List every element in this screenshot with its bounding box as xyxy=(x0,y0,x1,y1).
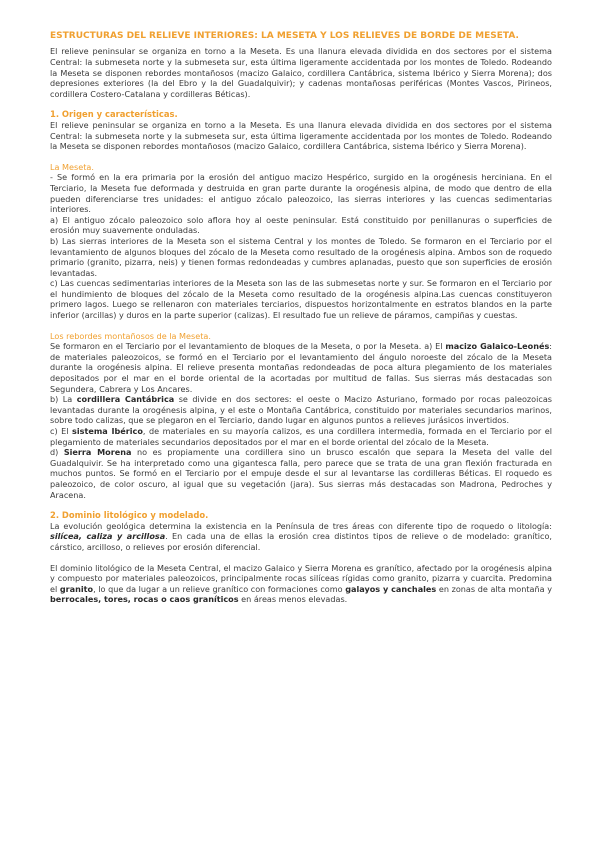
morena-text: no es propiamente una cordillera sino un brusco escalón que separa la Meseta del valle del Guadalquivir. Se ha interpretado como una gigantesca falla, pero parece que se trata de una gran flexión fracturada en muchos puntos. Se formó en el Terciario por el empuje desde el sur al levantarse las cordilleras Béticas. El roquedo es paleozoico, de color oscuro, al igual que su vegetación (jara). Sus sierras más destacadas son Madrona, Pedroches y Aracena. xyxy=(50,447,552,500)
meseta-paragraph: - Se formó en la era primaria por la erosión del antiguo macizo Hespérico, surgido en la orogénesis herciniana. En el Terciario, la Meseta fue deformada y destruida en gran parte durante la orogénesis alpina, de modo que dentro de ella pueden diferenciarse tres unidades: el antiguo zócalo paleozoico, las sierras interiores y las cuencas sedimentarias interiores. xyxy=(50,172,552,215)
dominio-mid-text: , lo que da lugar a un relieve granítico con formaciones como xyxy=(93,583,343,594)
meseta-point-a: a) El antiguo zócalo paleozoico solo aflora hoy al oeste peninsular. Está constituido por penillanuras o superficies de erosión muy suavemente onduladas. xyxy=(50,214,552,236)
section-2-paragraph-2 xyxy=(50,563,552,605)
cantabrica-text: se divide en dos sectores: el oeste o Macizo Asturiano, formado por rocas paleozoicas levantadas durante la orogénesis alpina, y el este o Montaña Cantábrica, constituido por materiales secundarios marinos, sobre todo calizas, que se plegaron en el Terciario, dando lugar en algunos puntos a relieves jurásicos invertidos. xyxy=(50,394,553,426)
lithology-text: La evolución geológica determina la existencia en la Península de tres áreas con diferente tipo de roquedo o litología: xyxy=(50,520,552,531)
morena-term: Sierra Morena xyxy=(63,447,132,458)
galaico-text: : de materiales paleozoicos, se formó en el Terciario por el levantamiento del ángulo noroeste del zócalo de la Meseta durante la orogénesis alpina. El relieve presenta montañas redondeadas de poca altura plegamiento de los materiales depositados por el mar en el borde oriental de la acortadas por multitud de fallas. Sus sierras más destacadas son Segundera, Cabrera y Los Ancares. xyxy=(50,341,552,394)
lithology-types: silícea, caliza y arcillosa xyxy=(50,531,166,542)
section-1-heading: 1. Origen y características. xyxy=(50,109,178,120)
iberico-text: , de materiales en su mayoría calizos, es una cordillera intermedia, formada en el Terciario por el plegamiento de materiales secundarios depositados por el mar en el borde oriental del zócalo de la Meseta. xyxy=(50,426,552,447)
iberico-term: sistema Ibérico xyxy=(72,426,143,436)
iberico-paragraph xyxy=(50,426,552,447)
galayos-term: galayos y canchales xyxy=(345,583,437,594)
dominio-mid2-text: en zonas de alta montaña y xyxy=(438,583,553,594)
galaico-term: macizo Galaico-Leonés xyxy=(445,341,550,352)
cantabrica-paragraph xyxy=(50,394,552,426)
intro-paragraph: El relieve peninsular se organiza en torno a la Meseta. Es una llanura elevada dividida en dos sectores por el sistema Central: la submeseta norte y la submeseta sur, esta última ligeramente accidentada por los montes de Toledo. Rodeando la Meseta se disponen rebordes montañosos (macizo Galaico, cordillera Cantábrica, sistema Ibérico y Sierra Morena); dos depresiones exteriores (la del Ebro y la del Guadalquivir); y cadenas montañosas periféricas (Montes Vascos, Pirineos, cordillera Costero-Catalana y cordilleras Béticas). xyxy=(50,46,552,99)
cantabrica-term: cordillera Cantábrica xyxy=(76,394,175,405)
section-1-paragraph: El relieve peninsular se organiza en torno a la Meseta. Es una llanura elevada dividida en dos sectores por el sistema Central: la submeseta norte y la submeseta sur, esta última ligeramente accidentada por los montes de Toledo. Rodeando la Meseta se disponen rebordes montañosos (macizo Galaico, cordillera Cantábrica, sistema Ibérico y Sierra Morena). xyxy=(50,119,552,152)
document-title: ESTRUCTURAS DEL RELIEVE INTERIORES: LA MESETA Y LOS RELIEVES DE BORDE DE MESETA. xyxy=(50,31,519,41)
morena-paragraph xyxy=(50,447,552,500)
dominio-end-text: en áreas menos elevadas. xyxy=(241,594,348,605)
meseta-point-c: c) Las cuencas sedimentarias interiores de la Meseta son las de las submesetas norte y sur. Se formaron en el Terciario por el hundimiento de bloques del zócalo de la Meseta como resultado de la orogénesis alpina.Las cuencas constituyeron primero lagos. Luego se rellenaron con materiales terciarios, dispuestos horizontalmente en estratos blandos en la parte inferior (arcillas) y duros en la parte superior (calizas). El resultado fue un relieve de páramos, campiñas y cuestas. xyxy=(50,278,552,321)
berrocales-term: berrocales, tores, rocas o caos graníticos xyxy=(50,594,239,605)
iberico-prefix: c) El xyxy=(50,426,69,436)
granito-term: granito xyxy=(59,583,94,594)
lithology-rest: . En cada una de ellas la erosión crea distintos tipos de relieve o de modelado: granítico, cárstico, arcilloso, o relieves por erosión diferencial. xyxy=(50,531,552,552)
meseta-subheading: La Meseta. xyxy=(50,161,94,172)
rebordes-subheading: Los rebordes montañosos de la Meseta. xyxy=(50,330,211,341)
morena-prefix: d) xyxy=(50,447,59,458)
rebordes-intro-text: Se formaron en el Terciario por el levantamiento de bloques de la Meseta, o por la Meseta. a) El xyxy=(50,341,443,352)
meseta-point-b: b) Las sierras interiores de la Meseta son el sistema Central y los montes de Toledo. Se formaron en el Terciario por el levantamiento de algunos bloques del zócalo de la Meseta como resultado de la orogénesis alpina. Ambos son de roquedo primario (granito, pizarra, neis) y tienen formas redondeadas y cumbres aplanadas, puesto que son superficies de erosión levantadas. xyxy=(50,235,552,278)
cantabrica-prefix: b) La xyxy=(50,394,73,405)
section-2-paragraph-1 xyxy=(50,521,552,553)
dominio-text: El dominio litológico de la Meseta Central, el macizo Galaico y Sierra Morena es granítico, afectado por la orogénesis alpina y compuesto por materiales paleozoicos, principalmente rocas silíceas rígidas como granito, pizarra y cuarcita. Predomina el xyxy=(50,562,552,594)
rebordes-galaico-paragraph xyxy=(50,341,552,394)
section-2-heading: 2. Dominio litológico y modelado. xyxy=(50,510,209,521)
